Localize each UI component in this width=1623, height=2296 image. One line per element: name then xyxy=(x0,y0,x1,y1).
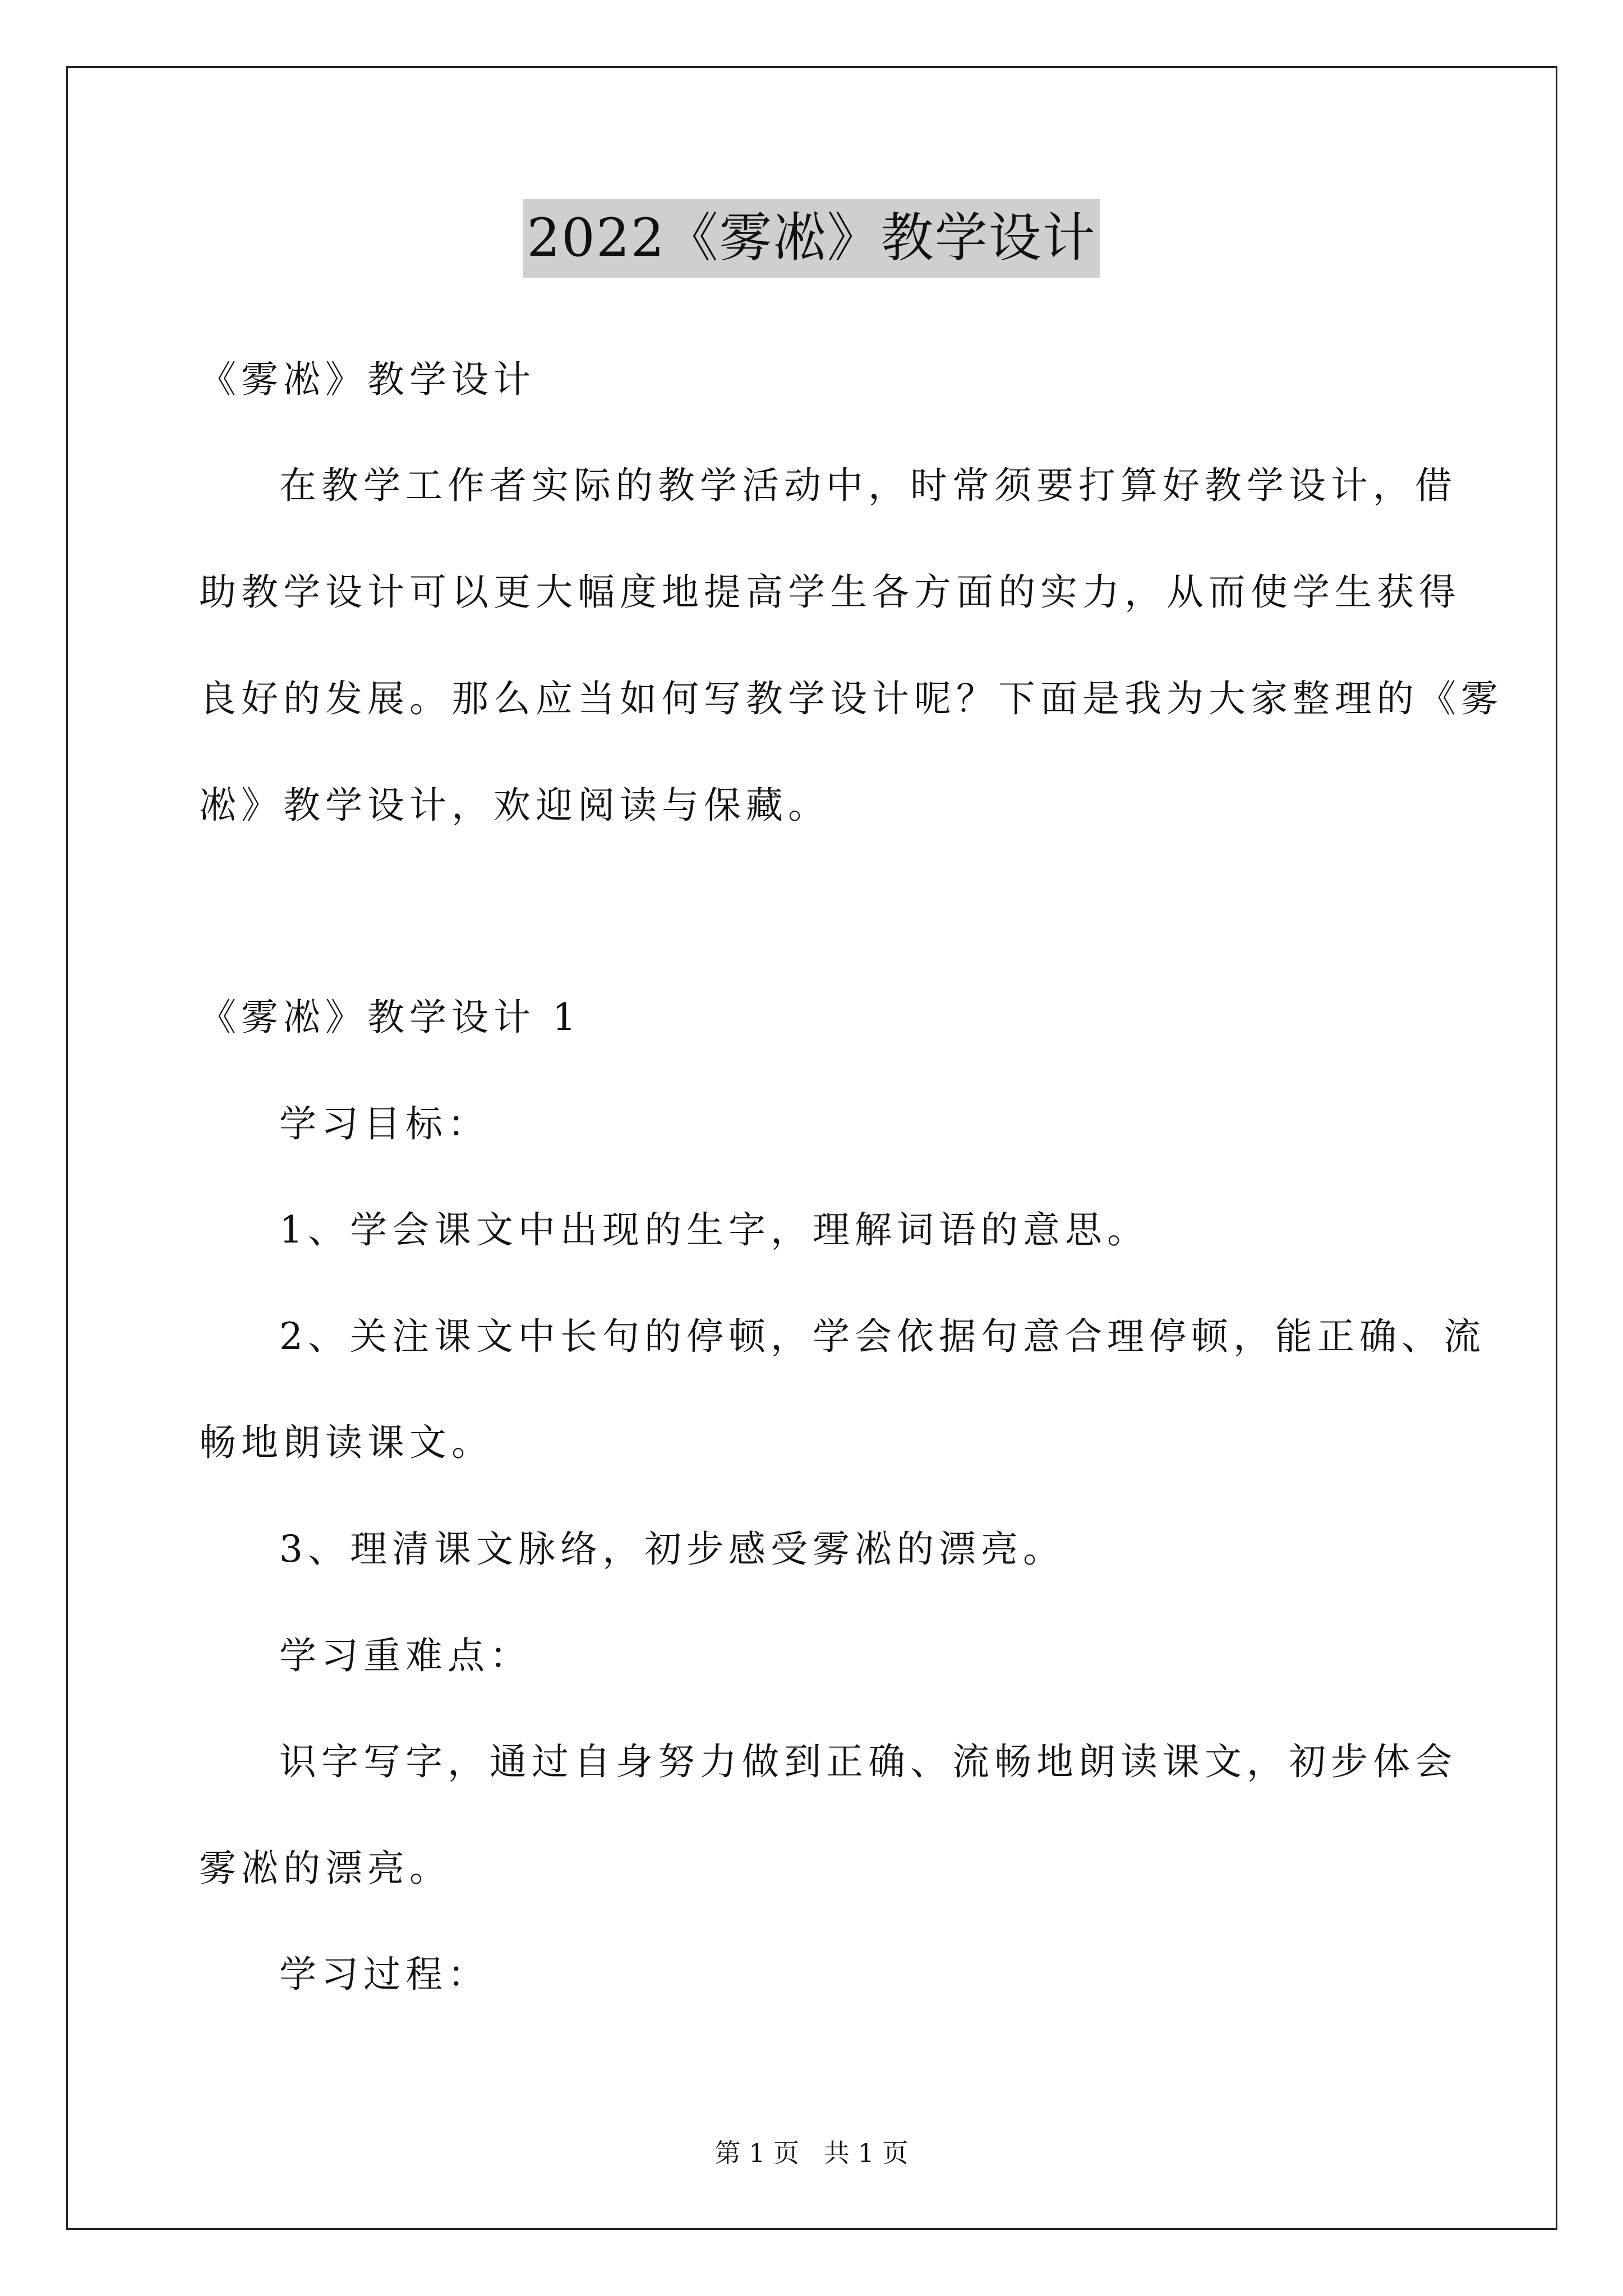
title-wrap xyxy=(0,199,1623,278)
difficulty-line-1: 识字写字，通过自身努力做到正确、流畅地朗读课文，初步体会 xyxy=(279,1740,1457,1783)
section-heading: 《雾凇》教学设计 1 xyxy=(199,996,581,1039)
difficulty-label: 学习重难点： xyxy=(279,1634,532,1677)
subtitle: 《雾凇》教学设计 xyxy=(199,358,536,401)
objective-3: 3、理清课文脉络，初步感受雾凇的漂亮。 xyxy=(279,1527,1065,1571)
intro-line-3: 良好的发展。那么应当如何写教学设计呢？下面是我为大家整理的《雾 xyxy=(199,677,1503,720)
document-title: 2022《雾凇》教学设计 xyxy=(523,199,1099,278)
intro-line-4: 凇》教学设计，欢迎阅读与保藏。 xyxy=(199,784,830,827)
difficulty-line-2: 雾凇的漂亮。 xyxy=(199,1847,451,1890)
objective-2-line-2: 畅地朗读课文。 xyxy=(199,1421,494,1464)
process-label: 学习过程： xyxy=(279,1953,490,1996)
intro-line-1: 在教学工作者实际的教学活动中，时常须要打算好教学设计，借 xyxy=(279,464,1457,507)
objectives-label: 学习目标： xyxy=(279,1102,490,1145)
intro-line-2: 助教学设计可以更大幅度地提高学生各方面的实力，从而使学生获得 xyxy=(199,570,1461,614)
page-footer: 第 1 页 共 1 页 xyxy=(714,2138,909,2168)
objective-1: 1、学会课文中出现的生字，理解词语的意思。 xyxy=(279,1208,1149,1251)
objective-2-line-1: 2、关注课文中长句的停顿，学会依据句意合理停顿，能正确、流 xyxy=(279,1315,1486,1358)
